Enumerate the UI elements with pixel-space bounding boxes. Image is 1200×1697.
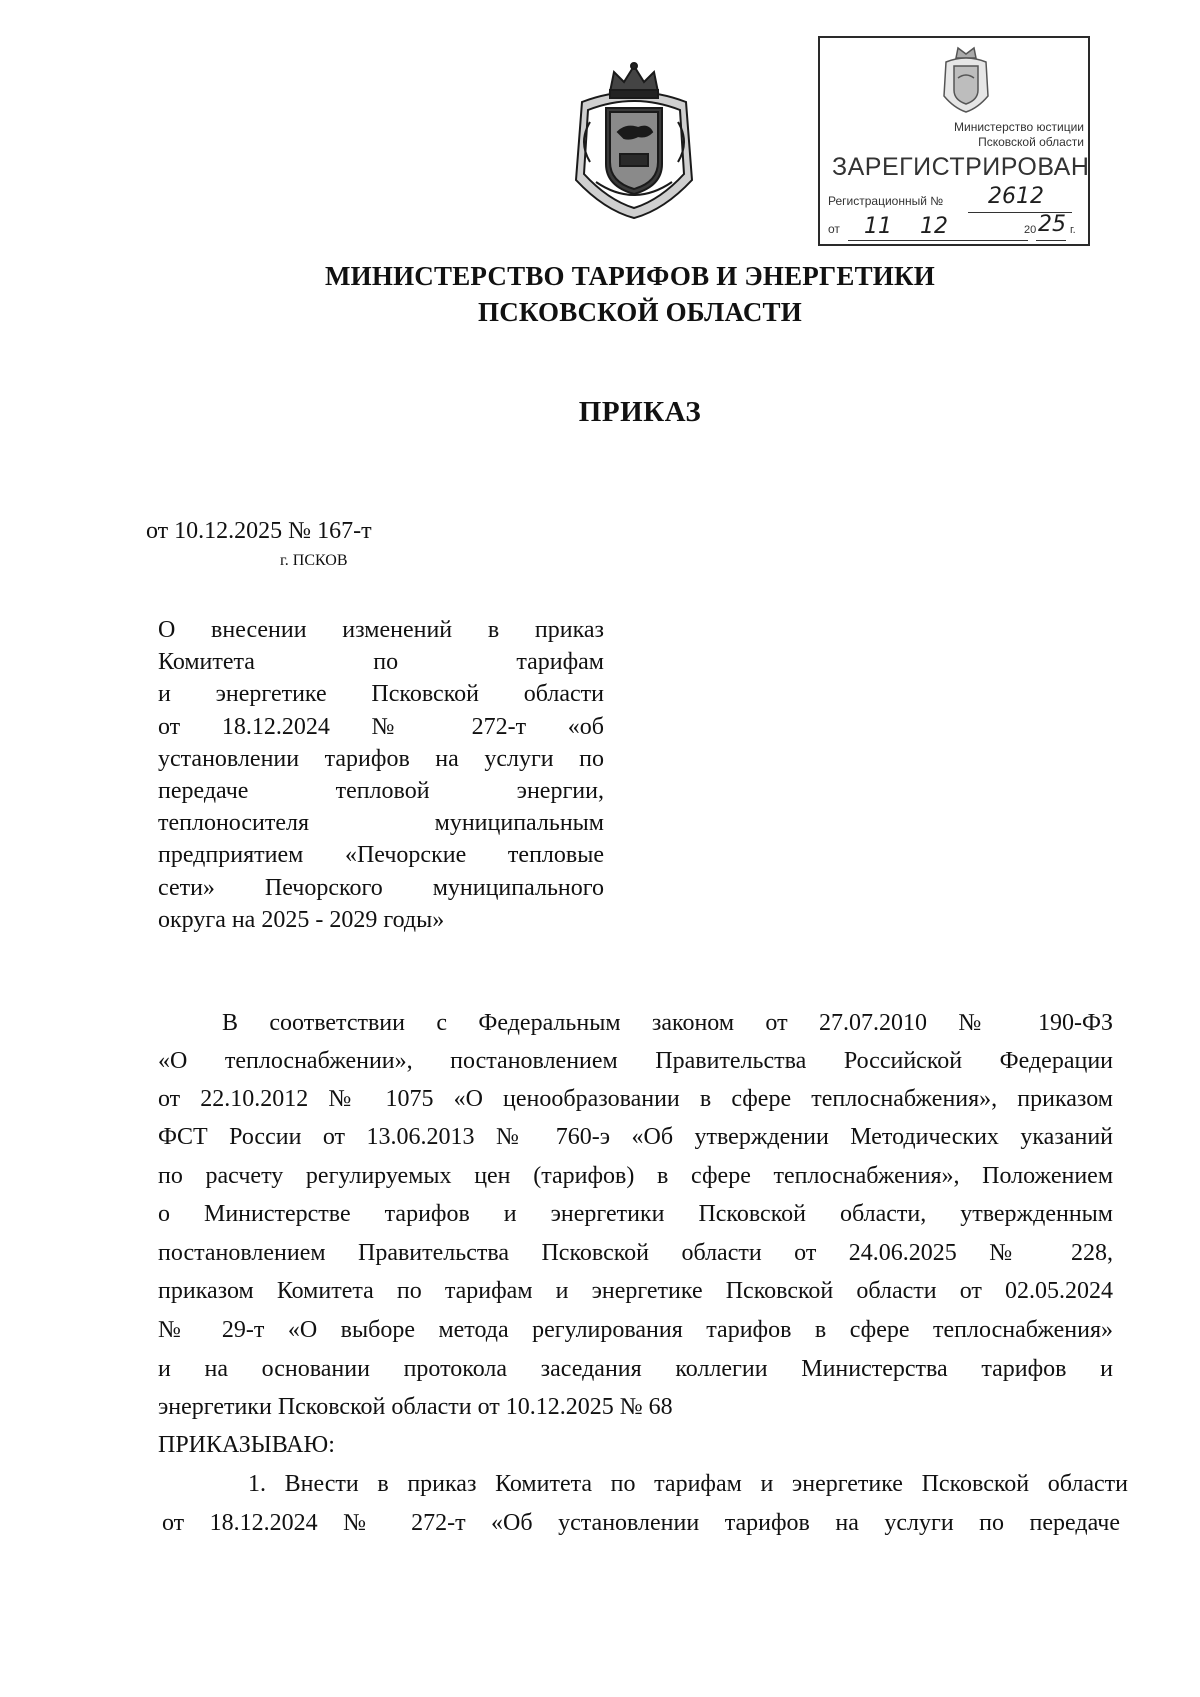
body-line: и на основании протокола заседания коллегии Министерства тарифов и bbox=[158, 1356, 1113, 1382]
subject-line: сети» Печорского муниципального bbox=[158, 874, 604, 901]
ministry-title-line2: ПСКОВСКОЙ ОБЛАСТИ bbox=[478, 297, 802, 327]
stamp-date-day: 11 bbox=[864, 214, 892, 239]
body-line: от 22.10.2012 № 1075 «О ценообразовании в сфере теплоснабжения», приказом bbox=[158, 1086, 1113, 1112]
body-line: энергетики Псковской области от 10.12.2025 № 68 bbox=[158, 1394, 673, 1420]
subject-line: предприятием «Печорские тепловые bbox=[158, 842, 604, 869]
subject-line: О внесении изменений в приказ bbox=[158, 617, 604, 643]
order-city: г. ПСКОВ bbox=[280, 552, 348, 569]
stamp-date-row bbox=[828, 222, 840, 236]
document-type: ПРИКАЗ bbox=[578, 396, 702, 428]
subject-line: передаче тепловой энергии, bbox=[158, 778, 604, 805]
stamp-date-month: 12 bbox=[920, 214, 948, 239]
body-line: В соответствии с Федеральным законом от 27.07.2010 № 190-ФЗ bbox=[222, 1010, 1113, 1036]
stamp-year-end: г. bbox=[1070, 224, 1076, 236]
stamp-reg-label: Регистрационный № bbox=[828, 194, 944, 208]
subject-line: Комитета по тарифам bbox=[158, 649, 604, 676]
stamp-ministry-line1: Министерство юстиции bbox=[954, 120, 1084, 134]
body-line: «О теплоснабжении», постановлением Правительства Российской Федерации bbox=[158, 1048, 1113, 1074]
subject-line: от 18.12.2024 № 272-т «об bbox=[158, 713, 604, 740]
stamp-reg-number: 2612 bbox=[988, 184, 1044, 209]
coat-of-arms-icon bbox=[568, 62, 700, 220]
order-date-number: от 10.12.2025 № 167-т bbox=[146, 518, 372, 544]
stamp-emblem-icon bbox=[938, 44, 994, 114]
order-directive: ПРИКАЗЫВАЮ: bbox=[158, 1432, 335, 1458]
body-line: 1. Внести в приказ Комитета по тарифам и энергетике Псковской области bbox=[248, 1471, 1128, 1497]
stamp-reg-row bbox=[828, 194, 943, 208]
subject-line: установлении тарифов на услуги по bbox=[158, 745, 604, 772]
stamp-status: ЗАРЕГИСТРИРОВАН bbox=[832, 153, 1090, 181]
order-subject bbox=[158, 614, 604, 936]
stamp-ministry-line2: Псковской области bbox=[978, 135, 1084, 149]
body-line: постановлением Правительства Псковской области от 24.06.2025 № 228, bbox=[158, 1240, 1113, 1266]
body-line: от 18.12.2024 № 272-т «Об установлении тарифов на услуги по передаче bbox=[162, 1510, 1120, 1536]
subject-line: округа на 2025 - 2029 годы» bbox=[158, 906, 445, 933]
stamp-date-prefix: от bbox=[828, 222, 840, 236]
ministry-title-line1: МИНИСТЕРСТВО ТАРИФОВ И ЭНЕРГЕТИКИ bbox=[325, 261, 935, 291]
subject-line: и энергетике Псковской области bbox=[158, 681, 604, 708]
body-line: по расчету регулируемых цен (тарифов) в сфере теплоснабжения», Положением bbox=[158, 1163, 1113, 1189]
stamp-year-prefix: 20 bbox=[1024, 224, 1037, 236]
stamp-date-underline bbox=[848, 240, 1028, 241]
body-line: ФСТ России от 13.06.2013 № 760-э «Об утверждении Методических указаний bbox=[158, 1124, 1113, 1150]
registration-stamp bbox=[818, 36, 1090, 246]
body-line: приказом Комитета по тарифам и энергетике Псковской области от 02.05.2024 bbox=[158, 1278, 1113, 1304]
stamp-year-underline bbox=[1036, 240, 1066, 241]
subject-line: теплоносителя муниципальным bbox=[158, 810, 604, 837]
stamp-year-suffix: 25 bbox=[1038, 212, 1066, 237]
body-line: о Министерстве тарифов и энергетики Псковской области, утвержденным bbox=[158, 1201, 1113, 1227]
body-line: № 29-т «О выборе метода регулирования тарифов в сфере теплоснабжения» bbox=[158, 1317, 1113, 1343]
